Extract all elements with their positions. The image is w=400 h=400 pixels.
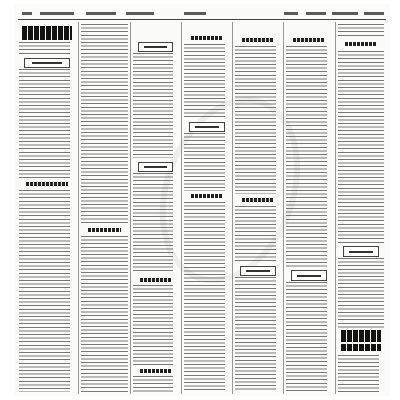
article-text-block bbox=[235, 206, 276, 262]
header-text-mark bbox=[40, 12, 74, 15]
article-headline bbox=[140, 278, 171, 282]
article-text-block bbox=[338, 258, 384, 328]
article-headline bbox=[26, 182, 68, 186]
header-rule bbox=[18, 19, 386, 20]
column-3 bbox=[132, 22, 179, 396]
column-4 bbox=[183, 22, 231, 396]
article-headline bbox=[293, 38, 325, 42]
column-divider bbox=[130, 22, 131, 394]
column-2 bbox=[80, 22, 129, 396]
header-text-mark bbox=[332, 12, 358, 15]
boxed-section-heading bbox=[343, 246, 379, 257]
article-text-block bbox=[286, 282, 327, 392]
header-text-mark bbox=[22, 12, 32, 15]
article-text-block bbox=[235, 277, 276, 392]
article-text-block bbox=[19, 190, 70, 392]
boxed-section-heading bbox=[24, 58, 70, 68]
column-5 bbox=[234, 22, 282, 396]
article-headline bbox=[242, 198, 274, 202]
article-text-block bbox=[19, 69, 70, 179]
article-headline bbox=[88, 228, 121, 232]
article-text-block bbox=[133, 285, 173, 365]
header-text-mark bbox=[364, 12, 384, 15]
column-divider bbox=[283, 22, 284, 394]
article-text-block bbox=[81, 24, 128, 224]
column-divider bbox=[335, 22, 336, 394]
article-text-block bbox=[286, 46, 327, 268]
column-divider bbox=[78, 22, 79, 394]
article-headline bbox=[345, 42, 377, 46]
article-text-block bbox=[338, 24, 384, 36]
article-text-block bbox=[133, 173, 173, 273]
column-6 bbox=[285, 22, 333, 396]
article-text-block bbox=[184, 44, 225, 118]
bold-masthead-heading bbox=[341, 330, 381, 342]
column-7 bbox=[337, 22, 385, 396]
newspaper-sheet bbox=[14, 4, 390, 396]
article-headline bbox=[191, 36, 223, 40]
header-text-mark bbox=[284, 12, 298, 15]
boxed-section-heading bbox=[138, 162, 173, 172]
column-divider bbox=[181, 22, 182, 394]
article-text-block bbox=[133, 376, 173, 392]
boxed-section-heading bbox=[240, 266, 276, 276]
boxed-section-heading bbox=[138, 42, 173, 52]
article-text-block bbox=[338, 355, 379, 392]
bold-masthead-heading bbox=[22, 26, 72, 40]
article-text-block bbox=[184, 202, 225, 392]
header-text-mark bbox=[86, 12, 116, 15]
boxed-section-heading bbox=[291, 270, 327, 281]
header-text-mark bbox=[126, 12, 154, 15]
boxed-section-heading bbox=[189, 122, 225, 132]
article-headline bbox=[242, 38, 274, 42]
article-text-block bbox=[235, 46, 276, 194]
article-text-block bbox=[338, 51, 384, 243]
header-text-mark bbox=[184, 12, 206, 15]
article-headline bbox=[140, 369, 171, 373]
article-text-block bbox=[133, 53, 173, 158]
header-text-mark bbox=[306, 12, 326, 15]
article-text-block bbox=[184, 133, 225, 191]
column-1 bbox=[18, 22, 76, 396]
article-text-block bbox=[19, 42, 70, 54]
article-headline bbox=[191, 194, 223, 198]
bold-masthead-heading bbox=[341, 344, 381, 351]
article-text-block bbox=[81, 236, 128, 392]
column-divider bbox=[232, 22, 233, 394]
